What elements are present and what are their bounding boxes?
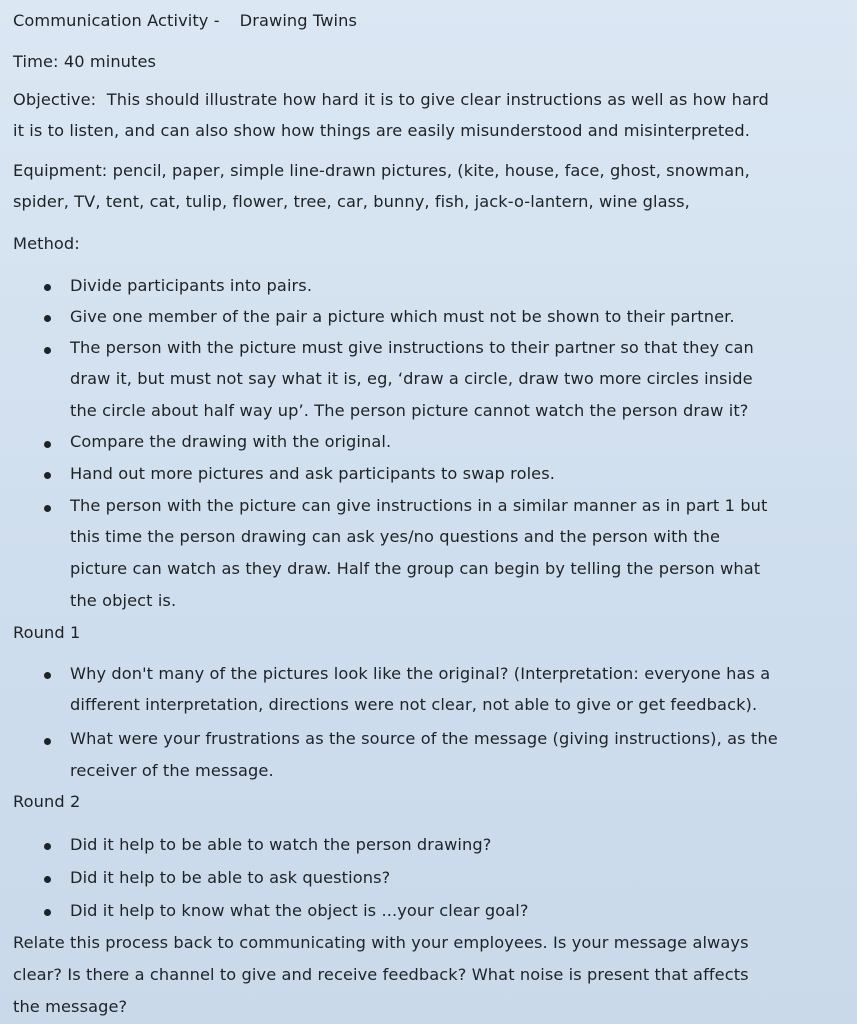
round1-item-2-line-1: What were your frustrations as the source of the message (giving instructions), as the: [70, 729, 778, 748]
document-title: Communication Activity -: [13, 11, 220, 30]
round1-item-1-line-2: different interpretation, directions were not clear, not able to give or get feedback).: [70, 695, 758, 714]
round2-heading: Round 2: [13, 792, 81, 811]
bullet-dot: [44, 347, 51, 354]
bullet-dot: [44, 738, 51, 745]
method-item-2: Give one member of the pair a picture which must not be shown to their partner.: [70, 307, 735, 326]
bullet-dot: [44, 909, 51, 916]
method-item-6-line-4: the object is.: [70, 591, 177, 610]
closing-line-2: clear? Is there a channel to give and receive feedback? What noise is present that affects: [13, 965, 749, 984]
closing-line-3: the message?: [13, 997, 128, 1016]
objective-line-2: it is to listen, and can also show how things are easily misunderstood and misinterpreted.: [13, 121, 750, 140]
title-line: [13, 11, 357, 31]
round2-item-3: Did it help to know what the object is ...your clear goal?: [70, 901, 529, 920]
method-item-3-line-1: The person with the picture must give instructions to their partner so that they can: [70, 338, 754, 357]
bullet-dot: [44, 876, 51, 883]
round2-item-2: Did it help to be able to ask questions?: [70, 868, 391, 887]
bullet-dot: [44, 672, 51, 679]
bullet-dot: [44, 472, 51, 479]
round1-item-2-line-2: receiver of the message.: [70, 761, 274, 780]
bullet-dot: [44, 441, 51, 448]
round1-item-1-line-1: Why don't many of the pictures look like the original? (Interpretation: everyone has a: [70, 664, 771, 683]
bullet-dot: [44, 843, 51, 850]
method-item-6-line-1: The person with the picture can give instructions in a similar manner as in part 1 but: [70, 496, 768, 515]
bullet-dot: [44, 505, 51, 512]
objective-label: Objective:: [13, 90, 97, 109]
time-line: Time: 40 minutes: [13, 52, 157, 71]
round2-item-1: Did it help to be able to watch the person drawing?: [70, 835, 492, 854]
objective-line-1: [13, 90, 769, 110]
bullet-dot: [44, 315, 51, 322]
method-heading: Method:: [13, 234, 80, 253]
round1-heading: Round 1: [13, 623, 81, 642]
method-item-6-line-2: this time the person drawing can ask yes/no questions and the person with the: [70, 527, 721, 546]
objective-text-1: This should illustrate how hard it is to give clear instructions as well as how hard: [106, 90, 769, 109]
method-item-3-line-2: draw it, but must not say what it is, eg, ‘draw a circle, draw two more circles inside: [70, 369, 753, 388]
bullet-dot: [44, 284, 51, 291]
method-item-5: Hand out more pictures and ask participants to swap roles.: [70, 464, 556, 483]
equipment-line-2: spider, TV, tent, cat, tulip, flower, tree, car, bunny, fish, jack-o-lantern, wine glass,: [13, 192, 690, 211]
method-item-1: Divide participants into pairs.: [70, 276, 313, 295]
closing-line-1: Relate this process back to communicating with your employees. Is your message always: [13, 933, 749, 952]
method-item-4: Compare the drawing with the original.: [70, 432, 392, 451]
method-item-6-line-3: picture can watch as they draw. Half the group can begin by telling the person what: [70, 559, 761, 578]
method-item-3-line-3: the circle about half way up’. The person picture cannot watch the person draw it?: [70, 401, 749, 420]
equipment-line-1: Equipment: pencil, paper, simple line-drawn pictures, (kite, house, face, ghost, snowman,: [13, 161, 750, 180]
document-subtitle: Drawing Twins: [239, 11, 358, 30]
